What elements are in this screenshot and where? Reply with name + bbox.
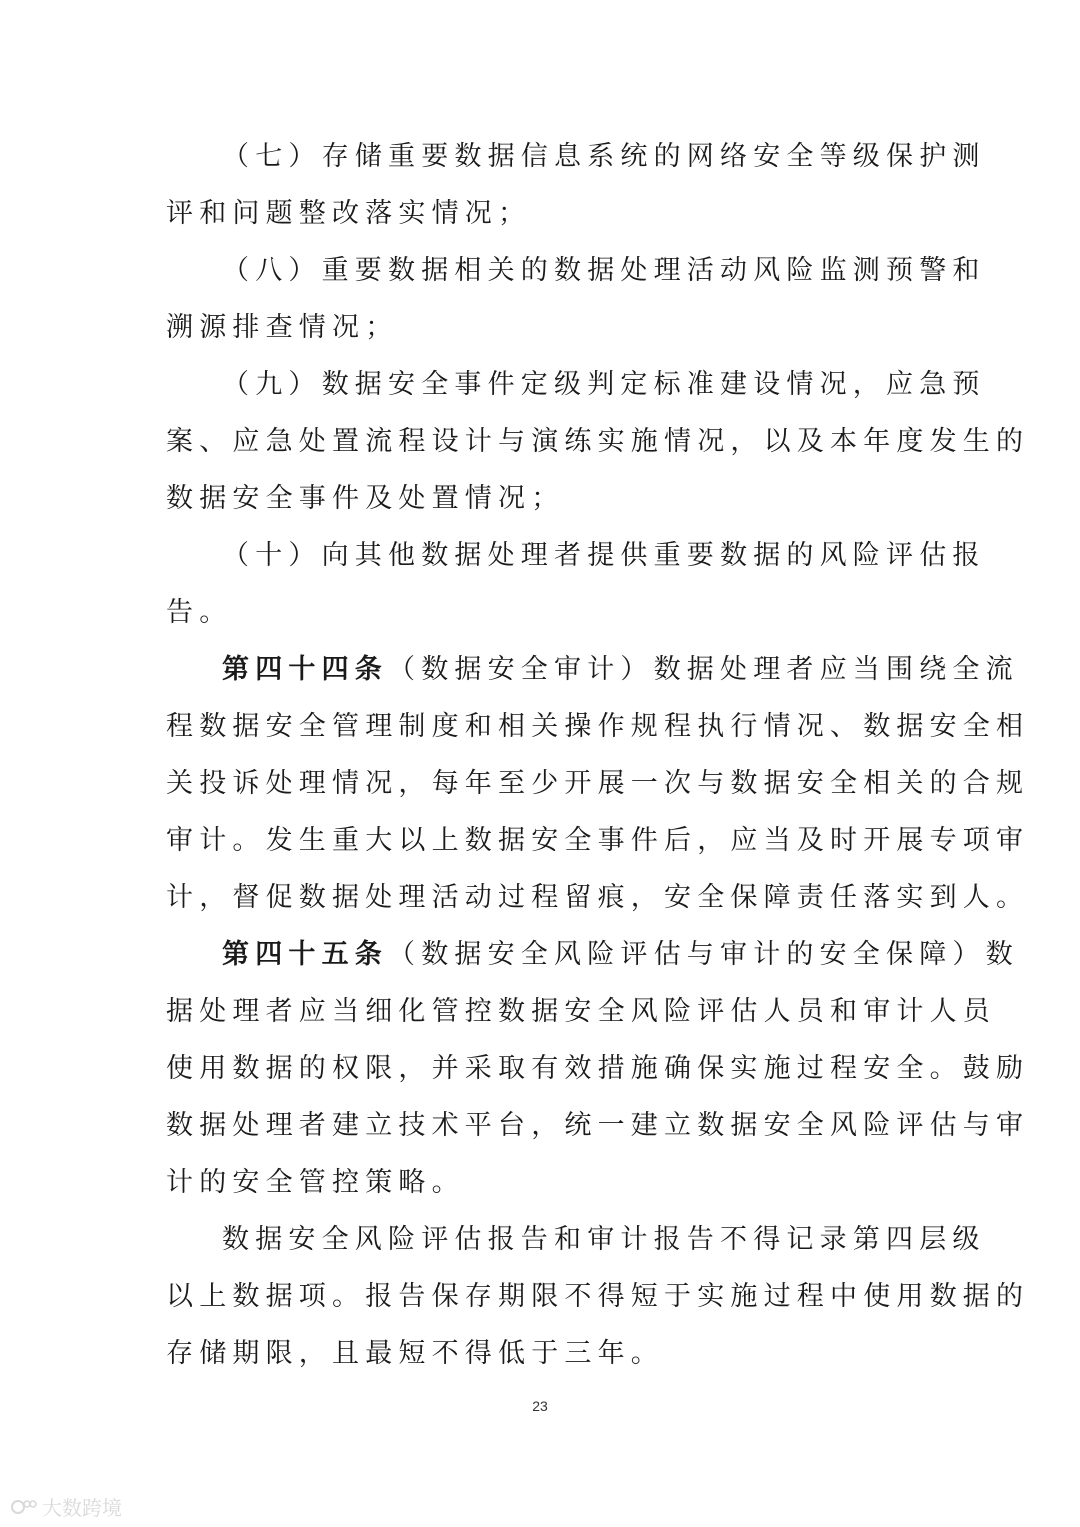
article-44-title: （数据安全审计）数据处理者应当围绕全流 bbox=[388, 654, 1019, 685]
watermark-text: 大数跨境 bbox=[42, 1496, 122, 1520]
list-item-7-line-1: （七）存储重要数据信息系统的网络安全等级保护测 bbox=[222, 141, 986, 172]
article-45-line-4: 数据处理者建立技术平台，统一建立数据安全风险评估与审 bbox=[166, 1110, 1030, 1141]
article-44-line-5: 计，督促数据处理活动过程留痕，安全保障责任落实到人。 bbox=[166, 882, 1030, 913]
page-number: 23 bbox=[532, 1398, 548, 1414]
closing-paragraph-line-2: 以上数据项。报告保存期限不得短于实施过程中使用数据的 bbox=[166, 1281, 1030, 1312]
article-44-line-1 bbox=[166, 641, 1019, 698]
watermark bbox=[10, 1492, 122, 1521]
article-45-heading: 第四十五条 bbox=[222, 939, 388, 970]
article-44-heading: 第四十四条 bbox=[222, 654, 388, 685]
article-45-line-2: 据处理者应当细化管控数据安全风险评估人员和审计人员 bbox=[166, 996, 996, 1027]
closing-paragraph-line-3: 存储期限，且最短不得低于三年。 bbox=[166, 1338, 664, 1369]
list-item-7-line-2: 评和问题整改落实情况； bbox=[166, 198, 532, 229]
closing-paragraph-line-1: 数据安全风险评估报告和审计报告不得记录第四层级 bbox=[222, 1224, 986, 1255]
list-item-10-line-1: （十）向其他数据处理者提供重要数据的风险评估报 bbox=[222, 540, 986, 571]
body-text bbox=[166, 128, 1030, 1382]
article-45-line-1 bbox=[166, 926, 1019, 983]
list-item-10-line-2: 告。 bbox=[166, 597, 233, 628]
article-45-line-5: 计的安全管控策略。 bbox=[166, 1167, 465, 1198]
article-44-line-2: 程数据安全管理制度和相关操作规程执行情况、数据安全相 bbox=[166, 711, 1030, 742]
article-44-line-3: 关投诉处理情况，每年至少开展一次与数据安全相关的合规 bbox=[166, 768, 1030, 799]
list-item-9-line-2: 案、应急处置流程设计与演练实施情况，以及本年度发生的 bbox=[166, 426, 1030, 457]
list-item-8-line-1: （八）重要数据相关的数据处理活动风险监测预警和 bbox=[222, 255, 986, 286]
article-44-line-4: 审计。发生重大以上数据安全事件后，应当及时开展专项审 bbox=[166, 825, 1030, 856]
article-45-title: （数据安全风险评估与审计的安全保障）数 bbox=[388, 939, 1019, 970]
article-45-line-3: 使用数据的权限，并采取有效措施确保实施过程安全。鼓励 bbox=[166, 1053, 1030, 1084]
watermark-logo-icon bbox=[10, 1496, 38, 1518]
list-item-8-line-2: 溯源排查情况； bbox=[166, 312, 399, 343]
list-item-9-line-3: 数据安全事件及处置情况； bbox=[166, 483, 565, 514]
list-item-9-line-1: （九）数据安全事件定级判定标准建设情况，应急预 bbox=[222, 369, 986, 400]
